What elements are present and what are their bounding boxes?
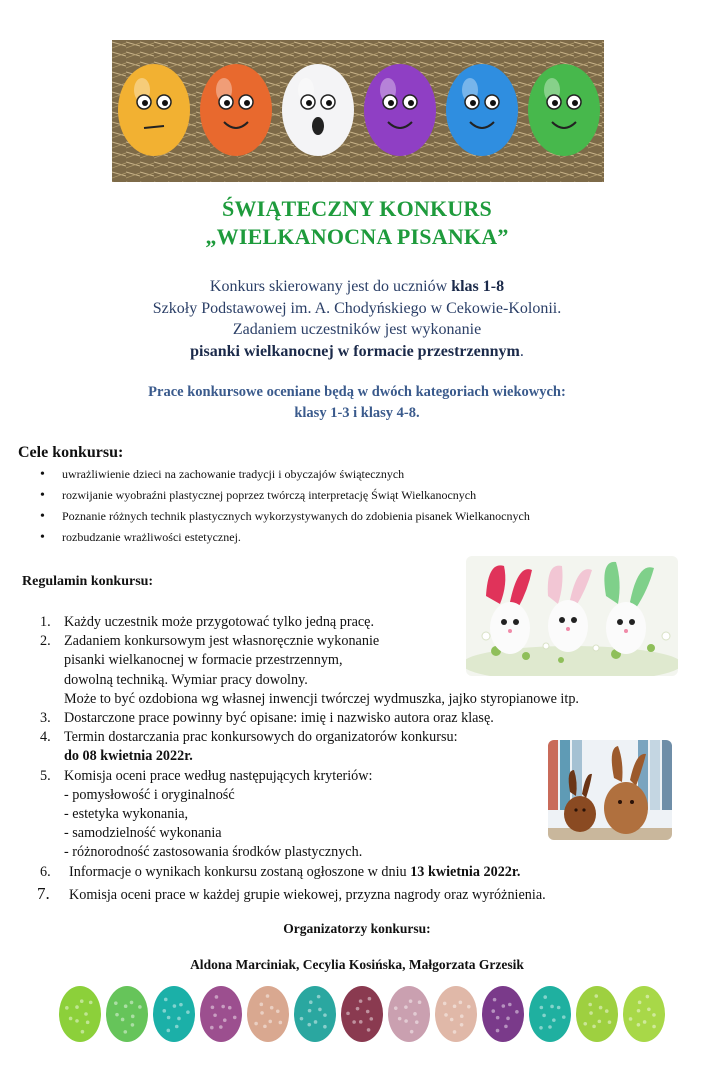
rule-text: Komisja oceni prace w każdej grupie wiekowej, przyzna nagrody oraz wyróżnienia.	[69, 886, 546, 903]
rules-heading: Regulamin konkursu:	[22, 574, 154, 589]
rule-number: 5.	[40, 767, 51, 784]
goal-item: • Poznanie różnych technik plastycznych wykorzystywanych do zdobienia pisanek Wielkanocnych	[40, 506, 530, 527]
face-egg	[446, 64, 518, 156]
chocolate-bunnies-image	[548, 740, 672, 840]
criterion: - różnorodność zastosowania środków plastycznych.	[64, 844, 363, 861]
intro-text	[0, 276, 714, 362]
rule-item	[40, 767, 579, 863]
results-date: 13 kwietnia 2022r.	[410, 863, 521, 880]
face-egg	[118, 64, 190, 156]
rule-number: 2.	[40, 633, 51, 650]
rule-text: Zadaniem konkursowym jest własnoręcznie wykonanie	[64, 633, 380, 650]
rule-item	[40, 709, 579, 728]
rule-item	[37, 883, 579, 905]
intro-classes: klas 1-8	[451, 278, 505, 295]
rule-number: 4.	[40, 729, 51, 746]
rule-text: Każdy uczestnik może przygotować tylko jedną pracę.	[64, 614, 375, 630]
decorated-egg	[341, 986, 383, 1042]
title-line-2: „WIELKANOCNA PISANKA”	[205, 224, 509, 249]
decorated-egg	[153, 986, 195, 1042]
rule-number: 7.	[37, 883, 50, 903]
goals-heading: Cele konkursu:	[18, 444, 124, 461]
criterion: - samodzielność wykonania	[64, 825, 222, 842]
decorated-egg	[576, 986, 618, 1042]
intro-line3: Zadaniem uczestników jest wykonanie	[232, 321, 482, 338]
hero-easter-eggs-image	[112, 40, 604, 182]
goal-item: • rozwijanie wyobraźni plastycznej poprzez twórczą interpretację Świąt Wielkanocnych	[40, 485, 530, 506]
face-egg	[364, 64, 436, 156]
categories-line1: Prace konkursowe oceniane będą w dwóch kategoriach wiekowych:	[148, 384, 566, 400]
criterion: - pomysłowość i oryginalność	[64, 786, 235, 803]
decorated-eggs-row-image	[56, 984, 666, 1046]
rule-number: 3.	[40, 710, 51, 727]
decorated-egg	[388, 986, 430, 1042]
rule-item	[40, 613, 579, 632]
decorated-egg	[482, 986, 524, 1042]
decorated-egg	[435, 986, 477, 1042]
face-egg	[200, 64, 272, 156]
organizers-names: Aldona Marciniak, Cecylia Kosińska, Małgorzata Grzesik	[190, 957, 524, 972]
title-line-1: ŚWIĄTECZNY KONKURS	[222, 196, 492, 221]
rule-text: dowolną techniką. Wymiar pracy dowolny.	[64, 671, 308, 688]
decorated-egg	[106, 986, 148, 1042]
rule-number: 6.	[40, 863, 51, 880]
rules-list	[37, 613, 579, 905]
rule-text: Dostarczone prace powinny być opisane: imię i nazwisko autora oraz klasę.	[64, 710, 494, 727]
intro-format: pisanki wielkanocnej w formacie przestrzennym	[190, 342, 520, 360]
decorated-egg	[623, 986, 665, 1042]
criterion: - estetyka wykonania,	[64, 806, 189, 823]
rule-number: 1.	[40, 614, 51, 630]
face-egg	[282, 64, 354, 156]
intro-line1: Konkurs skierowany jest do uczniów	[209, 278, 452, 295]
organizers-heading: Organizatorzy konkursu:	[283, 921, 431, 936]
decorated-egg	[294, 986, 336, 1042]
rule-text: Komisja oceni prace według następujących kryteriów:	[64, 767, 373, 784]
decorated-egg	[200, 986, 242, 1042]
goal-item: • rozbudzanie wrażliwości estetycznej.	[40, 527, 530, 548]
rule-item	[40, 632, 579, 709]
decorated-egg	[247, 986, 289, 1042]
goal-item: • uwrażliwienie dzieci na zachowanie tradycji i obyczajów świątecznych	[40, 464, 530, 485]
rule-text: Informacje o wynikach konkursu zostaną ogłoszone w dniu	[69, 863, 411, 880]
decorated-egg	[59, 986, 101, 1042]
categories-line2: klasy 1-3 i klasy 4-8.	[294, 405, 420, 421]
rule-item	[40, 863, 579, 882]
categories-text	[0, 382, 714, 424]
intro-line2: Szkoły Podstawowej im. A. Chodyńskiego w Cekowie-Kolonii.	[152, 299, 562, 317]
decorated-egg	[529, 986, 571, 1042]
rule-item	[40, 728, 579, 766]
intro-line4-end: .	[519, 342, 524, 360]
goals-list	[40, 464, 530, 548]
face-egg	[528, 64, 600, 156]
rule-text: Może to być ozdobiona wg własnej inwencji twórczej wydmuszka, jajko styropianowe itp.	[64, 690, 579, 707]
rule-text: pisanki wielkanocnej w formacie przestrzennym,	[64, 652, 343, 669]
deadline-date: do 08 kwietnia 2022r.	[64, 748, 193, 765]
rule-text: Termin dostarczania prac konkursowych do organizatorów konkursu:	[64, 729, 458, 746]
